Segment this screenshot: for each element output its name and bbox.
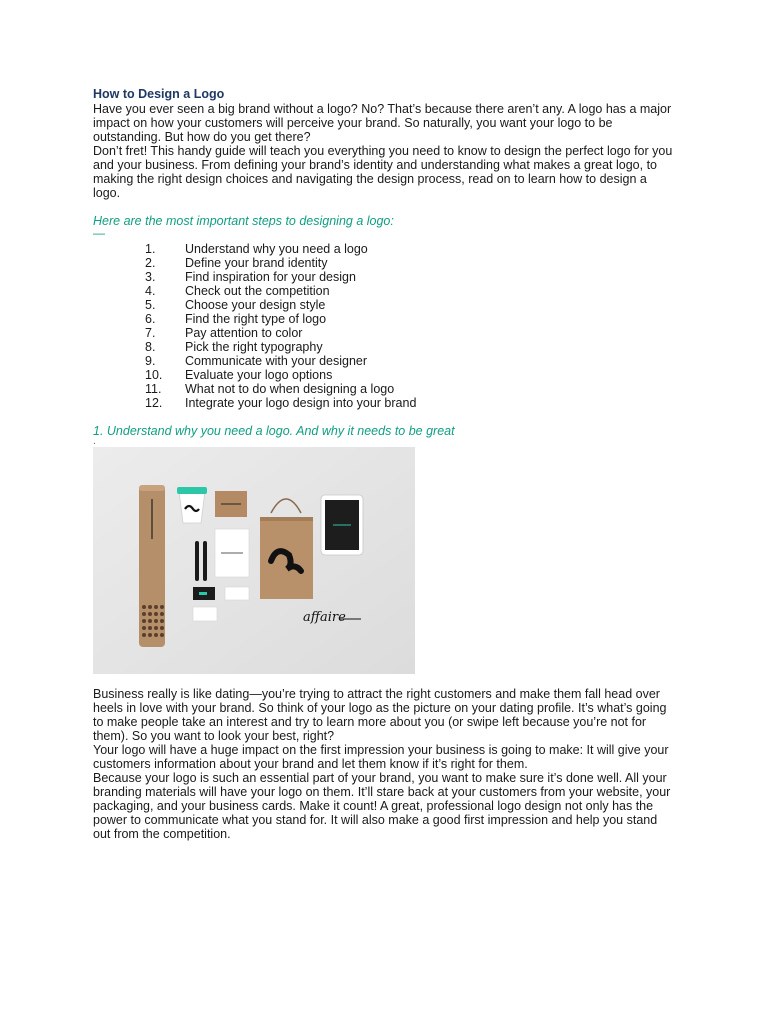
list-item — [93, 396, 673, 410]
step-number: 8. — [145, 340, 156, 354]
step-number: 7. — [145, 326, 156, 340]
step-text: What not to do when designing a logo — [185, 382, 395, 396]
step-text: Integrate your logo design into your brand — [185, 396, 417, 410]
section-1-heading: 1. Understand why you need a logo. And why it needs to be great — [93, 424, 455, 438]
step-number: 3. — [145, 270, 156, 284]
section-1-dot: . — [93, 436, 96, 447]
step-number: 2. — [145, 256, 156, 270]
step-text: Pick the right typography — [185, 340, 323, 354]
step-text: Define your brand identity — [185, 256, 328, 270]
body-paragraph-1: Business really is like dating—you’re trying to attract the right customers and make them fall head over heels in love with your brand. So think of your logo as the picture on your dating profile. It’s what’s going to make people take an interest and try to learn more about you (or swipe left because you’re not for them). So you want to look your best, right? — [93, 687, 667, 743]
step-text: Understand why you need a logo — [185, 242, 368, 256]
list-item — [93, 270, 673, 284]
step-text: Communicate with your designer — [185, 354, 368, 368]
step-number: 12. — [145, 396, 163, 410]
step-number: 10. — [145, 368, 163, 382]
tablet — [321, 495, 363, 555]
list-item — [93, 354, 673, 368]
branding-mockup-image — [93, 447, 415, 674]
steps-list — [93, 242, 673, 410]
steps-dash: — — [93, 226, 105, 240]
list-item — [93, 382, 673, 396]
list-item — [93, 340, 673, 354]
step-number: 1. — [145, 242, 156, 256]
page-title: How to Design a Logo — [93, 87, 225, 101]
step-number: 6. — [145, 312, 156, 326]
body-paragraph-3: Because your logo is such an essential part of your brand, you want to make sure it’s done well. All your branding materials will have your logo on them. It’ll stare back at your customers from your website, your packaging, and your business cards. Make it count! A great, professional logo design not only has the power to communicate what you stand for. It will also make a good first impression and help you stand out from the competition. — [93, 771, 671, 841]
kraft-tube — [139, 485, 165, 647]
list-item — [93, 312, 673, 326]
step-number: 4. — [145, 284, 156, 298]
list-item — [93, 284, 673, 298]
list-item — [93, 242, 673, 256]
step-number: 9. — [145, 354, 156, 368]
letterhead-paper — [215, 529, 249, 577]
step-text: Find the right type of logo — [185, 312, 327, 326]
step-number: 11. — [145, 382, 162, 396]
step-text: Pay attention to color — [185, 326, 303, 340]
document-page — [93, 87, 673, 841]
branding-mockup-illustration — [93, 447, 415, 674]
step-text: Choose your design style — [185, 298, 326, 312]
list-item — [93, 326, 673, 340]
step-text: Evaluate your logo options — [185, 368, 333, 382]
step-text: Check out the competition — [185, 284, 330, 298]
step-text: Find inspiration for your design — [185, 270, 356, 284]
step-number: 5. — [145, 298, 156, 312]
intro-paragraph-2: Don’t fret! This handy guide will teach you everything you need to know to design the perfect logo for you and your business. From defining your brand’s identity and understanding what makes a great logo, to making the right design choices and navigating the design process, read on to learn how to design a logo. — [93, 144, 673, 200]
list-item — [93, 256, 673, 270]
kraft-card — [215, 491, 247, 517]
steps-heading: Here are the most important steps to designing a logo: — [93, 214, 394, 228]
list-item — [93, 298, 673, 312]
list-item — [93, 368, 673, 382]
body-paragraph-2: Your logo will have a huge impact on the first impression your business is going to make: It will give your customers information about your brand and let them know if it’s right for them. — [93, 743, 669, 771]
intro-paragraph-1: Have you ever seen a big brand without a logo? No? That’s because there aren’t any. A logo has a major impact on how your customers will perceive your brand. So naturally, you want your logo to be outstanding. But how do you get there? — [93, 102, 672, 144]
brand-wordmark-text: affaire — [303, 610, 346, 625]
